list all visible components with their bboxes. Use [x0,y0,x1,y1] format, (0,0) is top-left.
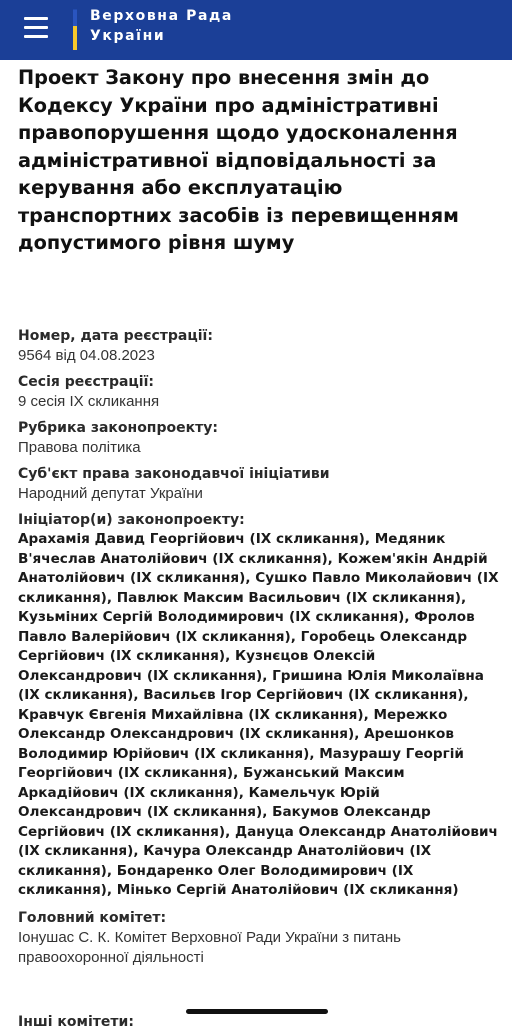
session-value: 9 сесія IX скликання [18,393,160,410]
registration-label: Номер, дата реєстрації: [18,328,213,344]
rubric-field [18,419,502,457]
registration-field [18,327,502,365]
subject-label: Суб'єкт права законодавчої ініціативи [18,466,330,482]
bill-details [18,327,502,976]
app-header [0,0,512,60]
logo-line-2: України [90,28,166,44]
rubric-label: Рубрика законопроекту: [18,420,218,436]
bill-content [18,64,498,257]
subject-field [18,465,502,503]
session-label: Сесія реєстрації: [18,374,155,390]
other-committees-label: Інші комітети: [18,1014,134,1030]
session-field [18,373,502,411]
site-logo[interactable] [90,6,233,46]
logo-line-1: Верховна Рада [90,8,233,24]
committee-label: Головний комітет: [18,909,167,926]
bill-title: Проект Закону про внесення змін до Кодексу України про адміністративні правопорушення щодо удосконалення адміністративної відповідальності за керування або експлуатацію транспортних засобів із перевищенням допустимого рівня шуму [18,66,459,254]
initiators-field [18,511,502,901]
menu-icon[interactable] [20,13,52,43]
initiators-list[interactable]: Арахамія Давид Георгійович (IX скликання), Медяник В'ячеслав Анатолійович (IX скликання), Кожем'якін Андрій Анатолійович (IX скликання), Сушко Павло Миколайович (IX скликання), Павлюк Максим Васильович (IX скликання), Кузьміних Сергій Володимирович (IX скликання), Фролов Павло Валерійович (IX скликання), Горобець Олександр Сергійович (IX скликання), Кузнєцов Олексій Олександрович (IX скликання), Гришина Юлія Миколаївна (IX скликання), Васильєв Ігор Сергійович (IX скликання), Кравчук Євгенія Михайлівна (IX скликання), Мережко Олександр Олександрович (IX скликання), Арешонков Володимир Юрійович (IX скликання), Мазурашу Георгій Георгійович (IX скликання), Бужанський Максим Аркадійович (IX скликання), Камельчук Юрій Олександрович (IX скликання), Бакумов Олександр Сергійович (IX скликання), Дануца Олександр Анатолійович (IX скликання), Качура Олександр Анатолійович (IX скликання), Бондаренко Олег Володимирович (IX скликання), Мінько Сергій Анатолійович (IX скликання) [18,531,499,898]
committee-value: Іонушас С. К. Комітет Верховної Ради України з питань правоохоронної діяльності [18,928,401,966]
initiators-label: Ініціатор(и) законопроекту: [18,512,245,528]
subject-value: Народний депутат України [18,485,203,502]
home-indicator[interactable] [186,1009,328,1014]
registration-value: 9564 від 04.08.2023 [18,347,155,364]
logo-flag-bar [73,4,77,50]
committee-field [18,909,502,968]
rubric-value: Правова політика [18,439,141,456]
